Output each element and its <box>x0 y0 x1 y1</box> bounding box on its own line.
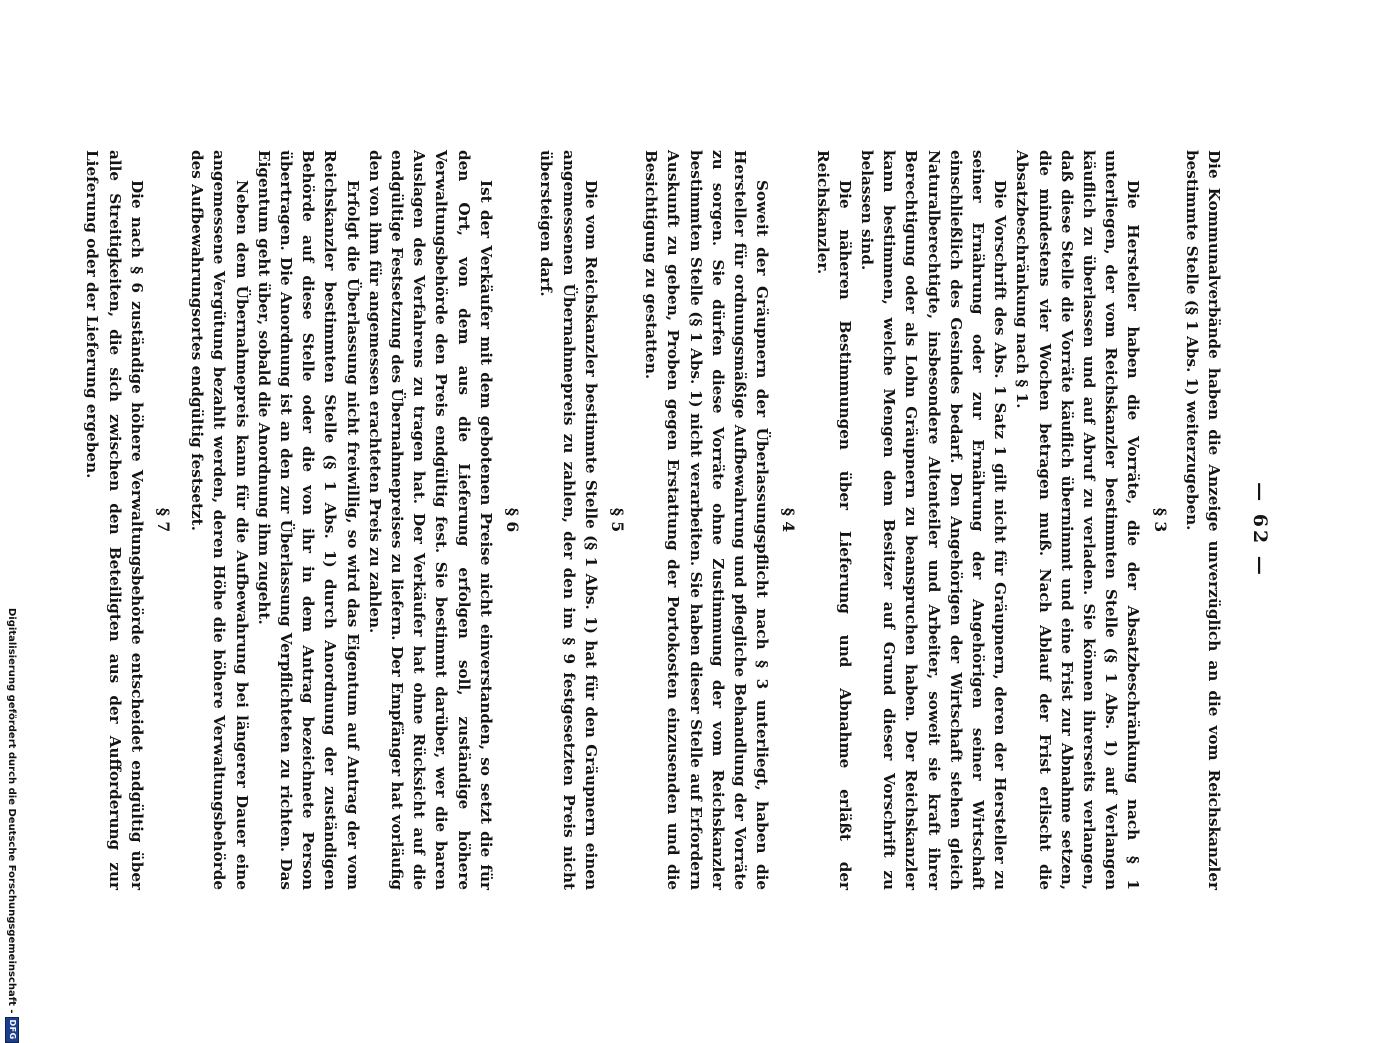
page-number: — 62 — <box>1249 482 1271 578</box>
section-6-heading: § 6 <box>503 507 523 533</box>
section-7-heading: § 7 <box>154 507 174 533</box>
section-5-heading: § 5 <box>607 507 627 533</box>
section-6-paragraph-2: Erfolgt die Überlassung nicht freiwillig, so wird das Eigentum auf Antrag der vom Reichskanzler bestimmten Stelle (§ 1 Abs. 1) durch Anordnung der zuständigen Behörde auf diese Stelle oder die von ihr in dem Antrag bezeichnete Person übertragen. Die Anordnung ist an den zur Überlassung Verpflichteten zu richten. Das Eigentum geht über, sobald die Anordnung ihm zugeht. <box>254 150 362 890</box>
section-3-heading: § 3 <box>1150 507 1170 533</box>
section-3-paragraph-1: Die Hersteller haben die Vorräte, die der Absatzbeschränkung nach § 1 unterliegen, der vom Reichskanzler bestimmten Stelle (§ 1 Abs. 1) auf Verlangen käuflich zu überlassen und auf Abruf zu verladen. Sie können ihrerseits verlangen, daß diese Stelle die Vorräte käuflich übernimmt und eine Frist zur Abnahme setzen, die mindestens vier Wochen betragen muß. Nach Ablauf der Frist erlischt die Absatzbeschränkung nach § 1. <box>1013 150 1143 890</box>
intro-paragraph: Die Kommunalverbände haben die Anzeige unverzüglich an die vom Reichskanzler bestimmte Stelle (§ 1 Abs. 1) weiterzugeben. <box>1182 150 1223 890</box>
document-body <box>81 150 1225 890</box>
digitization-credit <box>4 608 20 1040</box>
section-3-paragraph-3: Die näheren Bestimmungen über Lieferung und Abnahme erläßt der Reichskanzler. <box>813 150 854 890</box>
section-5-paragraph-1: Die vom Reichskanzler bestimmte Stelle (§ 1 Abs. 1) hat für den Gräupnern einen angemessenen Übernahmepreis zu zahlen, der den im § 9 festgesetzten Preis nicht übersteigen darf. <box>537 150 600 890</box>
section-7-paragraph-1: Die nach § 6 zuständige höhere Verwaltungsbehörde entscheidet endgültig über alle Streitigkeiten, die sich zwischen den Beteiligten aus der Aufforderung zur Lieferung oder der Lieferung ergeben. <box>83 150 146 890</box>
section-6-paragraph-1: Ist der Verkäufer mit dem gebotenen Preise nicht einverstanden, so setzt die für den Ort, von dem aus die Lieferung erfolgen soll, zuständige höhere Verwaltungsbehörde den Preis endgültig fest. Sie bestimmt darüber, wer die baren Auslagen des Verfahrens zu tragen hat. Der Verkäufer hat ohne Rücksicht auf die endgültige Festsetzung des Übernahmepreises zu liefern. Der Empfänger hat vorläufig den von ihm für angemessen erachteten Preis zu zahlen. <box>365 150 495 890</box>
dfg-logo: DFG <box>5 1017 19 1043</box>
digitization-credit-text: Digitalisierung gefördert durch die Deutsche Forschungsgemeinschaft - <box>6 608 18 1014</box>
section-3-paragraph-2: Die Vorschrift des Abs. 1 Satz 1 gilt nicht für Gräupnern, deren der Hersteller zu seiner Ernährung oder zur Ernährung der Angehörigen seiner Wirtschaft einschließlich des Gesindes bedarf. Den Angehörigen der Wirtschaft stehen gleich Naturalberechtigte, insbesondere Altenteiler und Arbeiter, soweit sie kraft ihrer Berechtigung oder als Lohn Gräupnern zu beanspruchen haben. Der Reichskanzler kann bestimmen, welche Mengen dem Besitzer auf Grund dieser Vorschrift zu belassen sind. <box>857 150 1010 890</box>
section-6-paragraph-3: Neben dem Übernahmepreis kann für die Aufbewahrung bei längerer Dauer eine angemessene Vergütung bezahlt werden, deren Höhe die höhere Verwaltungsbehörde des Aufbewahrungsortes endgültig festsetzt. <box>188 150 251 890</box>
section-4-paragraph-1: Soweit der Gräupnern der Überlassungspflicht nach § 3 unterliegt, haben die Hersteller für ordnungsmäßige Aufbewahrung und pflegliche Behandlung der Vorräte zu sorgen. Sie dürfen diese Vorräte ohne Zustimmung der vom Reichskanzler bestimmten Stelle (§ 1 Abs. 1) nicht verarbeiten. Sie haben dieser Stelle auf Erfordern Auskunft zu geben, Proben gegen Erstattung der Portokosten einzusenden und die Besichtigung zu gestatten. <box>642 150 772 890</box>
section-4-heading: § 4 <box>779 507 799 533</box>
